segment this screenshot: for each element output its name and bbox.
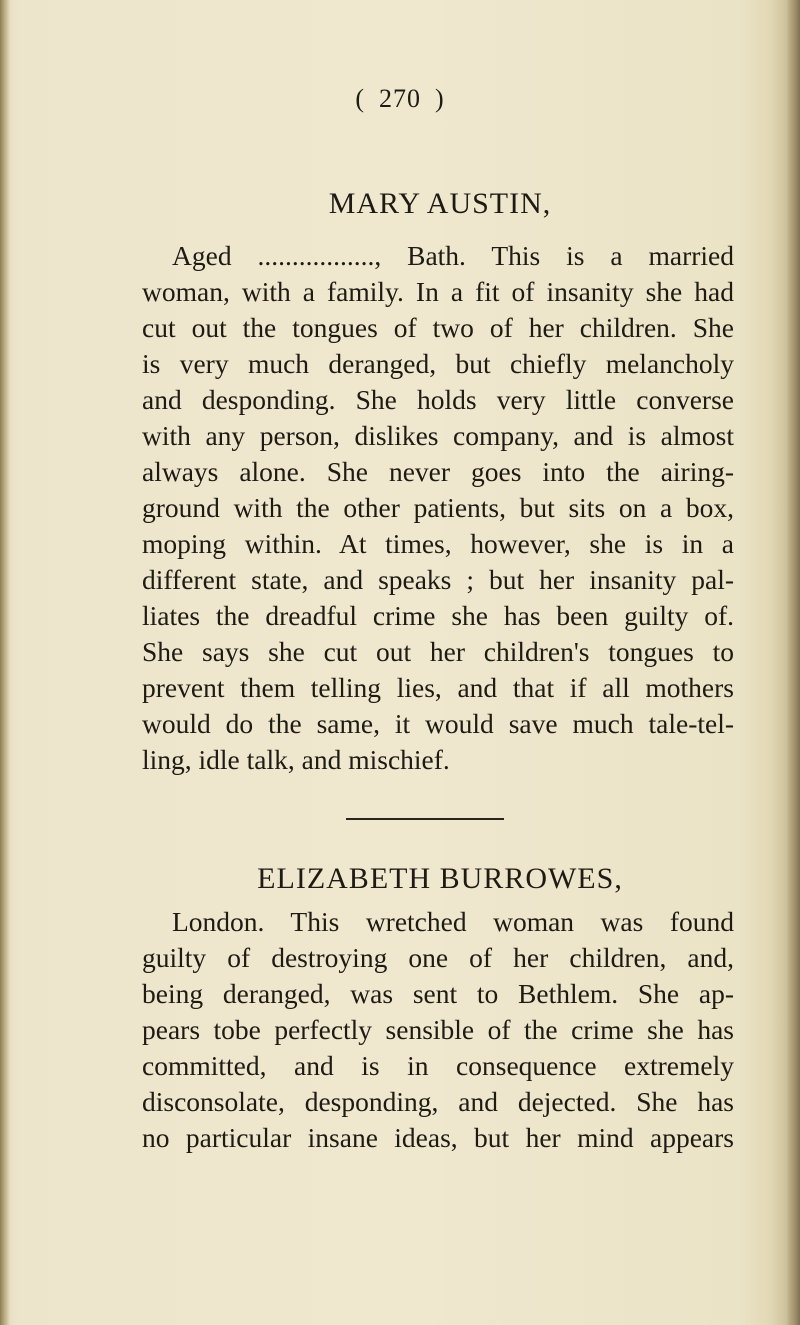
text-line: ling, idle talk, and mischief. <box>142 744 450 775</box>
text-line: liates the dreadful crime she has been guilty of. <box>142 600 734 631</box>
folio-open-paren: ( <box>355 84 365 113</box>
text-line: with any person, dislikes company, and is almost <box>142 420 734 451</box>
text-line: different state, and speaks ; but her insanity pal- <box>142 564 734 595</box>
text-line: no particular insane ideas, but her mind appears <box>142 1122 734 1153</box>
text-line: disconsolate, desponding, and dejected. She has <box>142 1086 734 1117</box>
text-line: always alone. She never goes into the airing- <box>142 456 734 487</box>
page-number-value: 270 <box>379 84 421 113</box>
text-line: prevent them telling lies, and that if all mothers <box>142 672 734 703</box>
text-line: being deranged, was sent to Bethlem. She ap- <box>142 978 734 1009</box>
text-line: Aged ................., Bath. This is a married <box>172 240 734 271</box>
page-left-edge <box>0 0 10 1325</box>
page-number <box>0 84 800 114</box>
entry-heading-elizabeth-burrowes: ELIZABETH BURROWES, <box>257 862 623 895</box>
folio-close-paren: ) <box>435 84 445 113</box>
text-line: cut out the tongues of two of her children. She <box>142 312 734 343</box>
text-line: is very much deranged, but chiefly melancholy <box>142 348 734 379</box>
text-line: guilty of destroying one of her children, and, <box>142 942 734 973</box>
entry-heading-mary-austin: MARY AUSTIN, <box>328 187 552 220</box>
text-line: moping within. At times, however, she is in a <box>142 528 734 559</box>
text-line: She says she cut out her children's tongues to <box>142 636 734 667</box>
text-line: committed, and is in consequence extremely <box>142 1050 734 1081</box>
text-line: London. This wretched woman was found <box>172 906 734 937</box>
text-line: would do the same, it would save much tale-tel- <box>142 708 734 739</box>
text-line: and desponding. She holds very little converse <box>142 384 734 415</box>
text-line: pears tobe perfectly sensible of the crime she has <box>142 1014 734 1045</box>
text-line: woman, with a family. In a fit of insanity she had <box>142 276 734 307</box>
section-divider <box>346 818 504 820</box>
text-line: ground with the other patients, but sits on a box, <box>142 492 734 523</box>
